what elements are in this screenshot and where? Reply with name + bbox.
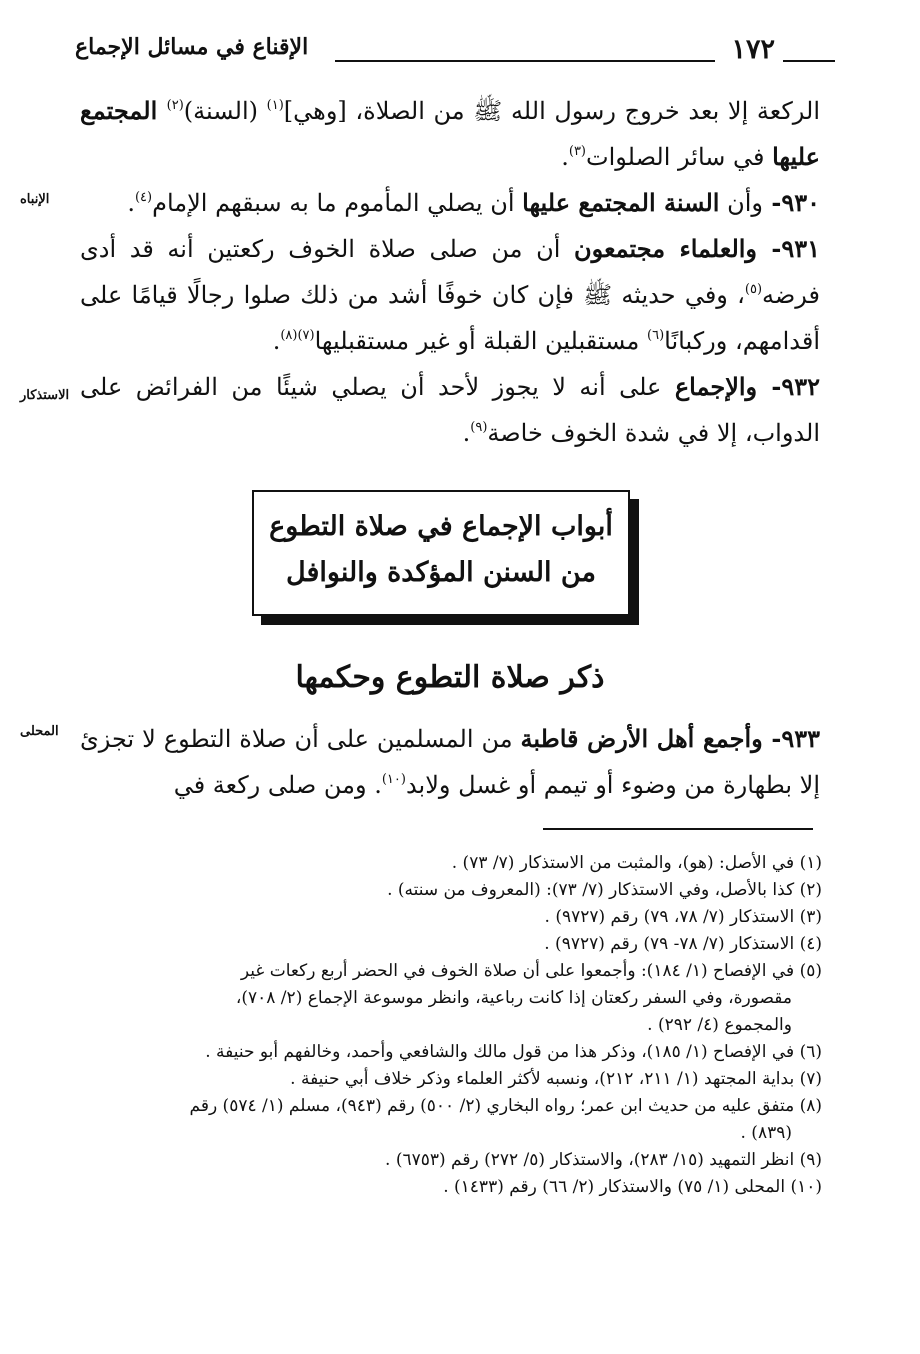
chapter-heading-line-2: من السنن المؤكدة والنوافل [286, 557, 596, 588]
paragraph-number: ٩٣٠- [763, 188, 820, 217]
text-run: على أنه لا يجوز لأحد أن يصلي شيئًا من الفرائض على الدواب، إلا في شدة الخوف خاصة [80, 373, 820, 447]
text-run: أن من صلى صلاة الخوف ركعتين أنه قد أدى فرضه [80, 235, 820, 309]
footnote-8-continued: (٨٣٩) . [740, 1123, 792, 1143]
paragraph-933 [80, 716, 820, 808]
footnote-ref: (١٠) [381, 772, 406, 787]
bold-phrase: المجتمع عليها [80, 96, 820, 171]
footnote-5-continued: مقصورة، وفي السفر ركعتان إذا كانت رباعية، وانظر موسوعة الإجماع (٢/ ٧٠٨)، [235, 988, 792, 1008]
footnote-ref: (٧)(٨) [280, 328, 315, 343]
paragraph-number: ٩٣١- [757, 234, 821, 263]
chapter-heading-line-1: أبواب الإجماع في صلاة التطوع [269, 511, 613, 542]
text-run: ، وفي حديثه ﷺ فإن كان خوفًا أشد من ذلك صلوا رجالًا قيامًا على أقدامهم، وركبانًا [80, 281, 820, 355]
footnote-5: (٥) في الإفصاح (١/ ١٨٤): وأجمعوا على أن صلاة الخوف في الحضر أربع ركعات غير [240, 961, 822, 981]
footnote-5-continued: والمجموع (٤/ ٢٩٢) . [647, 1015, 792, 1035]
header-rule-right [783, 60, 835, 62]
paragraph-number: ٩٣٢- [757, 372, 820, 401]
bold-phrase: والعلماء مجتمعون [574, 234, 758, 263]
footnote-ref: (٦) [647, 328, 665, 343]
footnote-9: (٩) انظر التمهيد (١٥/ ٢٨٣)، والاستذكار (٥/ ٢٧٢) رقم (٦٧٥٣) . [385, 1150, 822, 1170]
main-text-continued [80, 716, 820, 808]
footnote-2: (٢) كذا بالأصل، وفي الاستذكار (٧/ ٧٣): (المعروف من سنته) . [387, 880, 822, 900]
text-run: في سائر الصلوات [586, 143, 773, 171]
paragraph-931 [80, 226, 820, 364]
main-text [80, 88, 820, 456]
paragraph-number: ٩٣٣- [762, 724, 820, 753]
chapter-heading-box [252, 490, 630, 616]
text-run: مستقبلين القبلة أو غير مستقبليها [314, 327, 648, 355]
text-run: وأن [719, 189, 763, 217]
footnote-1: (١) في الأصل: (هو)، والمثبت من الاستذكار (٧/ ٧٣) . [451, 853, 822, 873]
text-run: . [462, 419, 471, 447]
bold-phrase: السنة المجتمع عليها [522, 188, 720, 217]
footnote-10: (١٠) المحلى (١/ ٧٥) والاستذكار (٢/ ٦٦) رقم (١٤٣٣) . [443, 1177, 822, 1197]
footnote-ref: (٣) [568, 144, 586, 159]
book-title: الإقناع في مسائل الإجماع [75, 34, 309, 60]
header-rule-middle [335, 60, 715, 62]
footnote-8: (٨) متفق عليه من حديث ابن عمر؛ رواه البخاري (٢/ ٥٠٠) رقم (٩٤٣)، مسلم (١/ ٥٧٤) رقم [189, 1096, 822, 1116]
footnote-ref: (٥) [744, 282, 763, 297]
margin-note-muhalla: المحلى [20, 724, 59, 739]
footnote-ref: (٤) [134, 190, 153, 205]
text-run: . [127, 189, 135, 217]
footnote-separator [543, 828, 813, 830]
margin-note-inbah: الإنباه [20, 192, 50, 207]
footnote-ref: (٩) [470, 420, 488, 435]
text-run: . [272, 327, 281, 355]
text-run: . [561, 143, 569, 171]
paragraph-continuation [80, 88, 820, 180]
text-run: (السنة) [183, 97, 267, 125]
paragraph-932 [80, 364, 820, 456]
page-number: ١٧٢ [731, 34, 775, 65]
footnote-ref: (٢) [166, 98, 184, 113]
margin-note-istidhkar: الاستذكار [20, 388, 70, 403]
footnote-7: (٧) بداية المجتهد (١/ ٢١١، ٢١٢)، ونسبه لأكثر العلماء وذكر خلاف أبي حنيفة . [290, 1069, 822, 1089]
section-title: ذكر صلاة التطوع وحكمها [295, 660, 605, 695]
footnote-ref: (١) [266, 98, 284, 113]
footnotes [62, 850, 822, 1201]
bold-phrase: والإجماع [674, 372, 758, 401]
text-run: . ومن صلى ركعة في [173, 771, 382, 799]
text-run: أن يصلي المأموم ما به سبقهم الإمام [152, 189, 523, 217]
text-run: الركعة إلا بعد خروج رسول الله ﷺ من الصلاة، [وهي] [283, 97, 821, 125]
page-header [75, 30, 835, 80]
bold-phrase: وأجمع أهل الأرض قاطبة [520, 724, 763, 753]
footnote-4: (٤) الاستذكار (٧/ ٧٨- ٧٩) رقم (٩٧٢٧) . [544, 934, 822, 954]
paragraph-930 [80, 180, 820, 226]
text-run: من المسلمين على أن صلاة التطوع لا تجزئ إلا بطهارة من وضوء أو تيمم أو غسل ولابد [80, 725, 820, 799]
footnote-3: (٣) الاستذكار (٧/ ٧٨، ٧٩) رقم (٩٧٢٧) . [544, 907, 822, 927]
footnote-6: (٦) في الإفصاح (١/ ١٨٥)، وذكر هذا من قول مالك والشافعي وأحمد، وخالفهم أبو حنيفة . [205, 1042, 822, 1062]
